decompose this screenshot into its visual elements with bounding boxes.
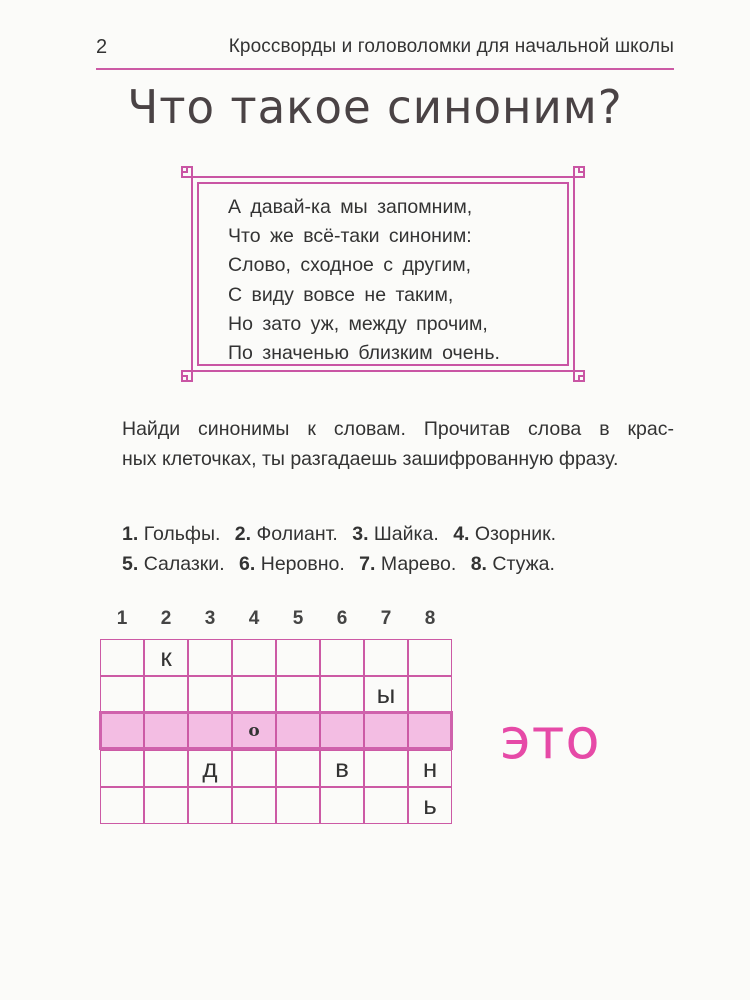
- crossword-cell[interactable]: [144, 676, 188, 713]
- word-text: Неровно.: [260, 553, 345, 575]
- poem-line: Но зато уж, между прочим,: [228, 312, 488, 335]
- crossword-cell[interactable]: ы: [364, 676, 408, 713]
- poem-line: Что же всё-таки синоним:: [228, 225, 472, 248]
- side-word: это: [500, 707, 601, 772]
- poem-line: А давай-ка мы запомним,: [228, 196, 473, 218]
- running-title: Кроссворды и головоломки для начальной школы: [228, 36, 674, 57]
- crossword-cell[interactable]: [320, 713, 364, 750]
- crossword-cell[interactable]: [188, 639, 232, 676]
- word-number: 7.: [359, 553, 376, 575]
- crossword-cell[interactable]: [188, 676, 232, 713]
- word-number: 4.: [453, 523, 470, 545]
- word-text: Фолиант.: [256, 523, 338, 545]
- task-line: ных клеточках, ты разгадаешь зашифрованную фразу.: [122, 448, 619, 470]
- crossword-cell[interactable]: [100, 787, 144, 824]
- word-item: [352, 519, 439, 549]
- crossword-cell[interactable]: о: [232, 713, 276, 750]
- word-text: Гольфы.: [143, 523, 221, 545]
- word-item: [471, 549, 555, 579]
- word-text: Салазки.: [143, 553, 225, 575]
- task-line: Найди синонимы к словам. Прочитав слова в крас-: [122, 418, 674, 440]
- poem-line: По значенью близким очень.: [228, 342, 500, 365]
- word-item: [122, 549, 225, 579]
- page-title: Что такое синоним?: [127, 80, 623, 134]
- column-number: 2: [160, 608, 172, 629]
- poem-line: Слово, сходное с другим,: [228, 254, 472, 277]
- task-instructions: [122, 414, 674, 474]
- word-text: Марево.: [380, 553, 457, 575]
- crossword-cell[interactable]: [100, 713, 144, 750]
- crossword-cell[interactable]: [276, 713, 320, 750]
- crossword-cell[interactable]: [276, 750, 320, 787]
- crossword-cell[interactable]: [232, 787, 276, 824]
- page-header: [96, 34, 674, 70]
- word-text: Шайка.: [373, 523, 439, 545]
- column-number: 7: [380, 608, 392, 629]
- column-number: 1: [116, 608, 128, 629]
- crossword-cell[interactable]: [408, 713, 452, 750]
- word-number: 2.: [234, 523, 252, 545]
- crossword-cell[interactable]: [188, 787, 232, 824]
- crossword-cell[interactable]: [320, 787, 364, 824]
- word-list: [122, 519, 565, 579]
- crossword-cell[interactable]: [276, 676, 320, 713]
- crossword-cell[interactable]: [144, 750, 188, 787]
- crossword-cell[interactable]: [320, 639, 364, 676]
- poem: [228, 193, 500, 368]
- crossword-cell[interactable]: ь: [408, 787, 452, 824]
- crossword-cell[interactable]: в: [320, 750, 364, 787]
- word-list-row: [122, 549, 565, 579]
- crossword-cell[interactable]: [144, 713, 188, 750]
- crossword-cell[interactable]: [232, 639, 276, 676]
- crossword-cell[interactable]: [232, 676, 276, 713]
- word-item: [359, 549, 456, 579]
- crossword-cell[interactable]: [276, 787, 320, 824]
- column-number: 6: [336, 608, 348, 629]
- word-number: 8.: [470, 553, 487, 575]
- word-number: 6.: [239, 553, 256, 575]
- crossword-cell[interactable]: д: [188, 750, 232, 787]
- word-number: 5.: [122, 553, 139, 575]
- page-number: 2: [96, 36, 108, 58]
- crossword-cell[interactable]: [408, 676, 452, 713]
- column-number: 3: [204, 608, 216, 629]
- crossword-cell[interactable]: [188, 713, 232, 750]
- crossword-cell[interactable]: н: [408, 750, 452, 787]
- crossword-cell[interactable]: [144, 787, 188, 824]
- word-item: [239, 549, 345, 579]
- crossword-cell[interactable]: [276, 639, 320, 676]
- word-list-row: [122, 519, 565, 549]
- crossword-cell[interactable]: [364, 713, 408, 750]
- column-number: 4: [248, 608, 260, 629]
- poem-line: С виду вовсе не таким,: [228, 283, 454, 306]
- crossword-cell[interactable]: [100, 676, 144, 713]
- word-item: [235, 519, 338, 549]
- column-numbers: [100, 608, 452, 636]
- word-number: 3.: [352, 523, 369, 545]
- crossword-cell[interactable]: [100, 750, 144, 787]
- crossword-cell[interactable]: к: [144, 639, 188, 676]
- column-number: 5: [292, 608, 304, 629]
- crossword-cell[interactable]: [320, 676, 364, 713]
- word-text: Озорник.: [474, 523, 557, 545]
- word-text: Стужа.: [492, 553, 555, 575]
- crossword-cell[interactable]: [364, 639, 408, 676]
- crossword-cell[interactable]: [100, 639, 144, 676]
- crossword-cell[interactable]: [364, 787, 408, 824]
- word-item: [453, 519, 556, 549]
- word-item: [122, 519, 220, 549]
- crossword-cell[interactable]: [408, 639, 452, 676]
- column-number: 8: [424, 608, 436, 629]
- word-number: 1.: [122, 523, 139, 545]
- crossword-cell[interactable]: [364, 750, 408, 787]
- crossword-cell[interactable]: [232, 750, 276, 787]
